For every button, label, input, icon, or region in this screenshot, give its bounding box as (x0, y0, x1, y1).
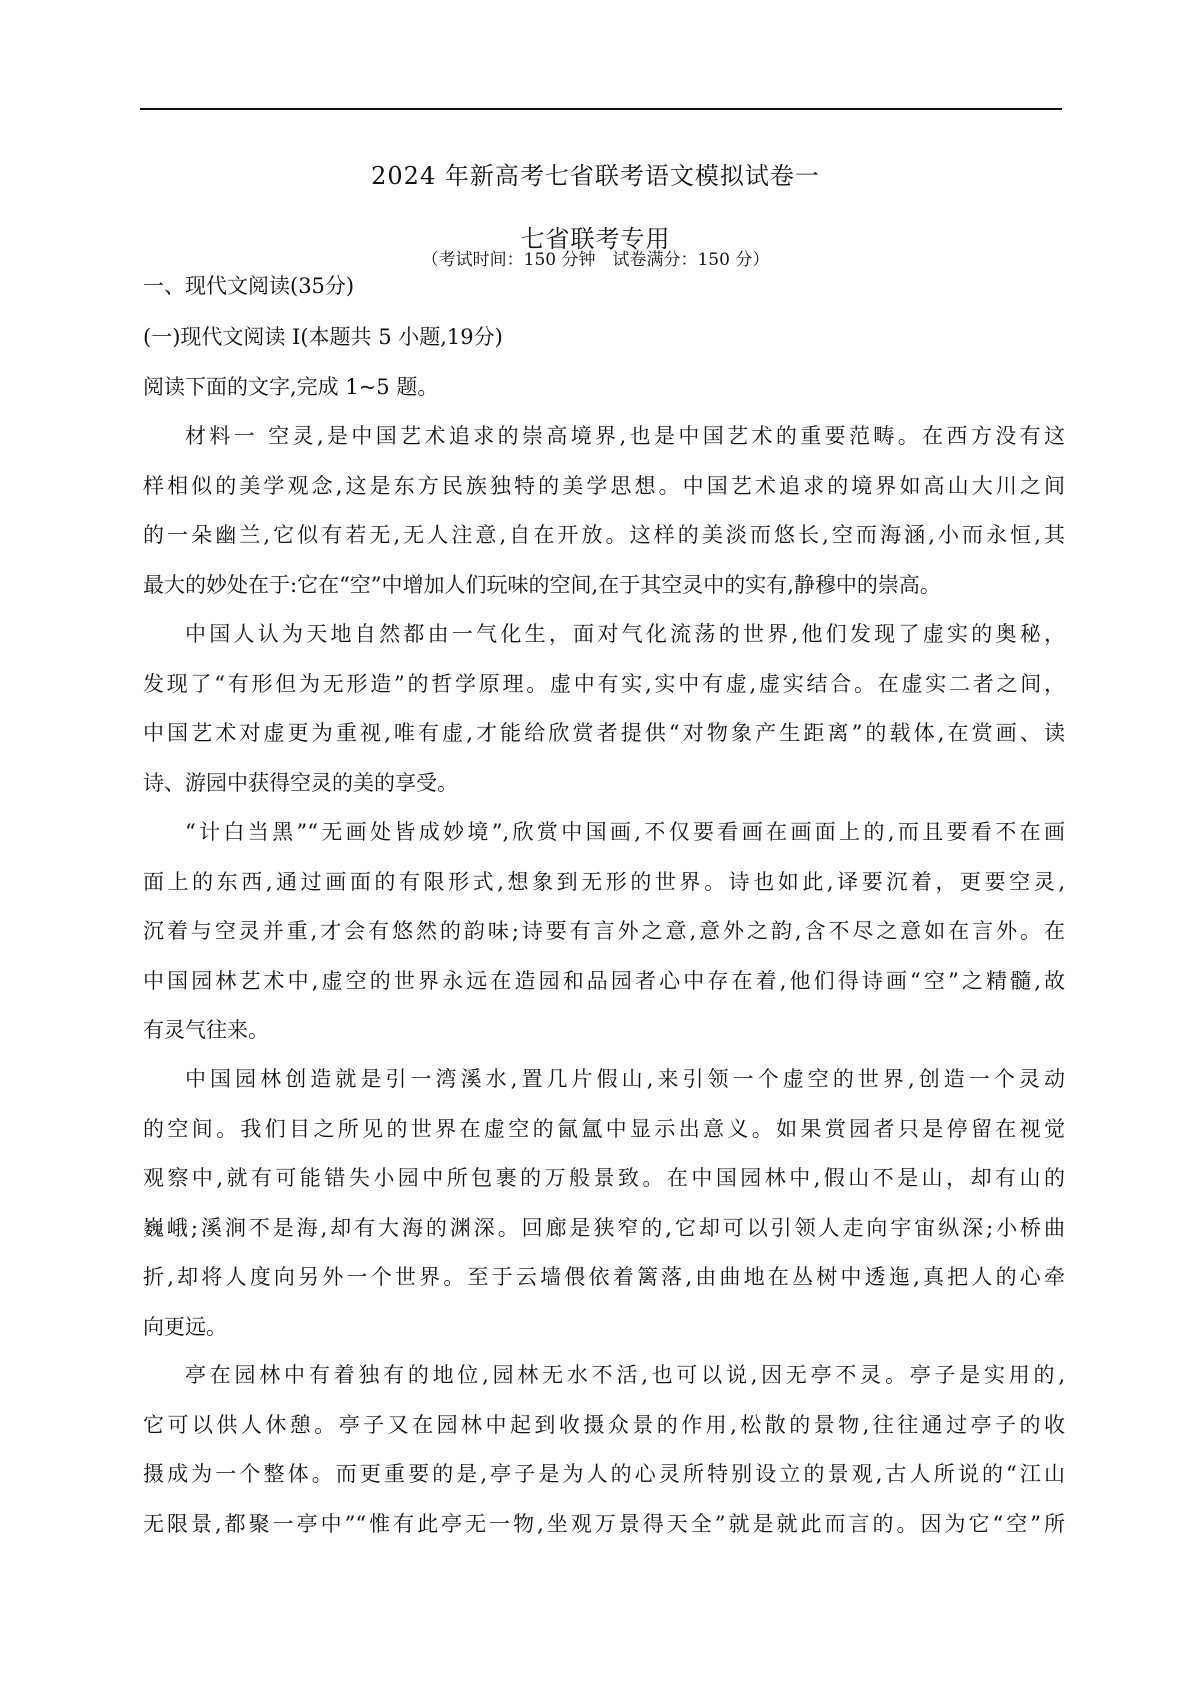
text-line: 面上的东西,通过画面的有限形式,想象到无形的世界。诗也如此,译要沉着，更要空灵, (143, 869, 1065, 894)
material-paragraph-4 (143, 1055, 1065, 1352)
text-line: 向更远。 (143, 1314, 227, 1339)
text-line: 无限景,都聚一亭中”“惟有此亭无一物,坐观万景得天全”就是就此而言的。因为它“空”所 (143, 1511, 1065, 1536)
section-heading: 一、现代文阅读(35分) (143, 274, 355, 298)
material-paragraph-3 (143, 808, 1065, 1056)
subsection-heading: (一)现代文阅读 I(本题共 5 小题,19分) (143, 325, 503, 349)
text-line: 中国园林创造就是引一湾溪水,置几片假山,来引领一个虚空的世界,创造一个灵动 (185, 1067, 1065, 1091)
text-line: 发现了“有形但为无形造”的哲学原理。虚中有实,实中有虚,虚实结合。在虚实二者之间， (143, 671, 1065, 696)
text-line: 亭在园林中有着独有的地位,园林无水不活,也可以说,因无亭不灵。亭子是实用的, (185, 1363, 1065, 1387)
reading-instruction: 阅读下面的文字,完成 1~5 题。 (143, 375, 439, 399)
text-line: 它可以供人休憩。亭子又在园林中起到收摄众景的作用,松散的景物,往往通过亭子的收 (143, 1412, 1065, 1437)
exam-time-score-info: （考试时间：150 分钟 试卷满分：150 分） (421, 250, 770, 270)
text-line: 有灵气往来。 (143, 1018, 269, 1042)
text-line: 沉着与空灵并重,才会有悠然的韵味;诗要有言外之意,意外之韵,含不尽之意如在言外。在 (143, 919, 1065, 943)
text-line: “计白当黑”“无画处皆成妙境”,欣赏中国画,不仅要看画在画面上的,而且要看不在画 (185, 820, 1065, 844)
text-line: 最大的妙处在于:它在“空”中增加人们玩味的空间,在于其空灵中的实有,静穆中的崇高。 (143, 572, 941, 597)
text-line: 诗、游园中获得空灵的美的享受。 (143, 770, 458, 795)
text-line: 巍峨;溪涧不是海,却有大海的渊深。回廊是狭窄的,它却可以引领人走向宇宙纵深;小桥曲 (143, 1215, 1065, 1240)
text-line: 样相似的美学观念,这是东方民族独特的美学思想。中国艺术追求的境界如高山大川之间 (143, 473, 1065, 498)
text-line: 的一朵幽兰,它似有若无,无人注意,自在开放。这样的美淡而悠长,空而海涵,小而永恒,其 (143, 523, 1065, 547)
text-line: 观察中,就有可能错失小园中所包裹的万般景致。在中国园林中,假山不是山，却有山的 (143, 1166, 1065, 1190)
exam-subtitle: 七省联考专用 (520, 225, 671, 253)
exam-title: 2024 年新高考七省联考语文模拟试卷一 (371, 162, 820, 190)
text-line: 中国人认为天地自然都由一气化生，面对气化流荡的世界,他们发现了虚实的奥秘， (185, 622, 1065, 646)
text-line: 的空间。我们目之所见的世界在虚空的氤氲中显示出意义。如果赏园者只是停留在视觉 (143, 1116, 1065, 1141)
text-line: 材料一 空灵,是中国艺术追求的崇高境界,也是中国艺术的重要范畴。在西方没有这 (185, 424, 1065, 448)
material-paragraph-2 (143, 610, 1065, 808)
text-line: 中国艺术对虚更为重视,唯有虚,才能给欣赏者提供“对物象产生距离”的载体,在赏画、读 (143, 721, 1065, 745)
text-line: 摄成为一个整体。而更重要的是,亭子是为人的心灵所特别设立的景观,古人所说的“江山 (143, 1462, 1065, 1486)
material-paragraph-5 (143, 1351, 1065, 1549)
header-rule (140, 108, 1062, 110)
text-line: 折,却将人度向另外一个世界。至于云墙偎依着篱落,由曲地在丛树中透迤,真把人的心牵 (143, 1265, 1065, 1289)
text-line: 中国园林艺术中,虚空的世界永远在造园和品园者心中存在着,他们得诗画“空”之精髓,故 (143, 968, 1065, 993)
material-paragraph-1 (143, 412, 1065, 610)
